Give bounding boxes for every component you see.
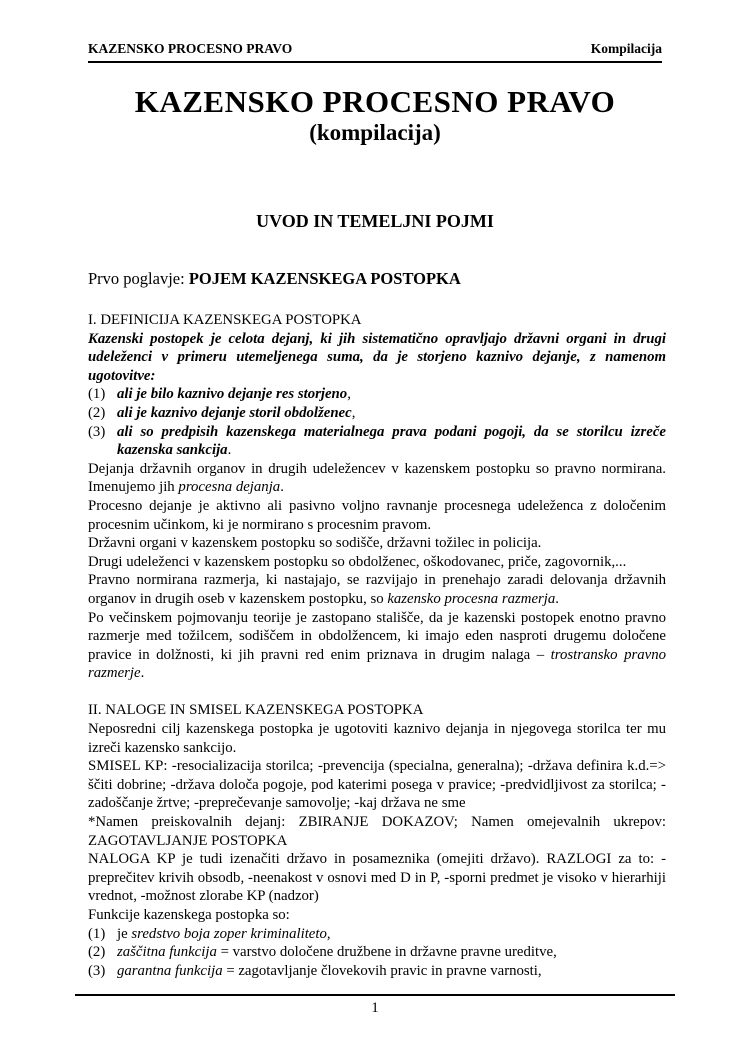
text-run: kazensko procesna razmerja xyxy=(387,590,556,607)
text-run: , xyxy=(326,925,331,942)
text-run: Procesno dejanje je aktivno ali pasivno voljno ravnanje procesnega udeleženca z določenim procesnim učinkom, ki je normirano s procesnim pravom. xyxy=(88,497,666,533)
text-run: I. DEFINICIJA KAZENSKEGA POSTOPKA xyxy=(88,312,362,328)
document-title: KAZENSKO PROCESNO PRAVO xyxy=(134,84,616,119)
chapter-line xyxy=(88,269,662,289)
paragraph xyxy=(88,497,666,534)
text-run: , xyxy=(347,386,351,403)
section-heading: UVOD IN TEMELJNI POJMI xyxy=(256,211,494,231)
text-run: . xyxy=(555,590,559,607)
text-run: Funkcije kazenskega postopka so: xyxy=(88,907,290,923)
text-run: Kazenski postopek je celota dejanj, ki jih sistematično opravljajo državni organi in drugi udeleženci v primeru utemeljenega suma, da je storjeno kaznivo dejanje, z namenom ugotovitve: xyxy=(88,330,666,384)
text-run: SMISEL KP: -resocializacija storilca; -prevencija (specialna, generalna); -država definira k.d.=> ščiti dobrine; -država določa pogoje, pod katerimi posega v pravice; -predvidljivost za storilca; -zadoščanje žrtve; -preprečevanje samovolje; -kaj država ne sme xyxy=(88,758,666,812)
text-run: ali so predpisih kazenskega materialnega prava podani pogoji, da se storilcu izreče kazenska sankcija xyxy=(117,423,666,459)
text-run: = varstvo določene družbene in državne pravne ureditve, xyxy=(216,944,557,961)
page-number: 1 xyxy=(371,1000,379,1016)
text-run: NALOGA KP je tudi izenačiti državo in posameznika (omejiti državo). RAZLOGI za to: -preprečitev krivih obsodb, -neenakost v osnovi med D in P, -sporni predmet je visoko v hierarhiji vrednot, -možnost zlorabe KP (nadzor) xyxy=(88,851,666,905)
paragraph xyxy=(88,906,666,925)
list-marker: (1) xyxy=(88,386,106,403)
document-subtitle: (kompilacija) xyxy=(309,120,441,145)
text-run: II. NALOGE IN SMISEL KAZENSKEGA POSTOPKA xyxy=(88,702,424,719)
text-run: procesna dejanja xyxy=(178,479,281,496)
paragraph xyxy=(88,534,666,553)
paragraph xyxy=(88,757,666,813)
list-marker: (2) xyxy=(88,404,106,421)
text-run: trostransko pravno razmerje xyxy=(88,646,666,682)
body-heading xyxy=(88,311,666,330)
list-item xyxy=(88,423,666,460)
paragraph xyxy=(88,460,666,497)
text-run: Neposredni cilj kazenskega postopka je ugotoviti kaznivo dejanja in njegovega storilca ter mu izreči kazensko sankcijo. xyxy=(88,721,666,756)
paragraph xyxy=(88,330,666,386)
body-heading xyxy=(88,701,666,720)
text-run: . xyxy=(227,442,232,459)
paragraph-spacer xyxy=(88,683,666,702)
list-item xyxy=(88,962,666,981)
text-run: ali je kaznivo dejanje storil obdolženec xyxy=(117,404,352,421)
list-item xyxy=(88,385,666,404)
paragraph xyxy=(88,850,666,906)
footer-rule xyxy=(75,994,675,996)
list-item xyxy=(88,943,666,962)
text-run: zaščitna funkcija xyxy=(117,944,217,961)
text-run: garantna funkcija xyxy=(117,962,223,979)
text-run: Pravno normirana razmerja, ki nastajajo, se razvijajo in prenehajo zaradi delovanja državnih organov in drugih oseb v kazenskem postopku, so xyxy=(88,572,666,607)
list-marker: (2) xyxy=(88,944,106,961)
list-item xyxy=(88,404,666,423)
text-run: . xyxy=(280,479,284,496)
paragraph xyxy=(88,553,666,572)
paragraph xyxy=(88,571,666,608)
paragraph xyxy=(88,720,666,757)
text-run: , xyxy=(351,404,356,421)
text-run: = zagotavljanje človekovih pravic in pravne varnosti, xyxy=(222,962,542,979)
document-body xyxy=(88,311,666,980)
running-header xyxy=(88,41,662,63)
running-header-left: KAZENSKO PROCESNO PRAVO xyxy=(88,41,293,56)
text-run: Dejanja državnih organov in drugih udeležencev v kazenskem postopku so pravno normirana. Imenujemo jih xyxy=(88,460,666,496)
list-marker: (3) xyxy=(88,962,106,979)
text-run: sredstvo boja zoper kriminaliteto xyxy=(131,925,327,942)
text-run: ali je bilo kaznivo dejanje res storjeno xyxy=(117,386,348,403)
text-run: Drugi udeleženci v kazenskem postopku so obdolženec, oškodovanec, priče, zagovornik,... xyxy=(88,553,627,570)
list-item xyxy=(88,925,666,944)
list-marker: (1) xyxy=(88,925,106,942)
paragraph xyxy=(88,609,666,683)
chapter-prefix: Prvo poglavje: xyxy=(88,269,189,288)
text-run: Državni organi v kazenskem postopku so sodišče, državni tožilec in policija. xyxy=(88,535,542,552)
text-run: je xyxy=(117,925,132,942)
text-run: . xyxy=(140,665,145,682)
paragraph xyxy=(88,813,666,850)
text-run: *Namen preiskovalnih dejanj: ZBIRANJE DOKAZOV; Namen omejevalnih ukrepov: ZAGOTAVLJANJE POSTOPKA xyxy=(88,814,666,849)
chapter-title: POJEM KAZENSKEGA POSTOPKA xyxy=(188,269,461,288)
running-header-right: Kompilacija xyxy=(590,41,662,56)
text-run: Po večinskem pojmovanju teorije je zastopano stališče, da je kazenski postopek enotno pravno razmerje med tožilcem, sodiščem in obdolžencem, ki imajo eden nasproti drugemu določene pravice in dolžnosti, ki jih pravni red enim priznava in drugim nalaga – xyxy=(88,609,666,663)
list-marker: (3) xyxy=(88,423,106,440)
title-block xyxy=(0,84,750,146)
